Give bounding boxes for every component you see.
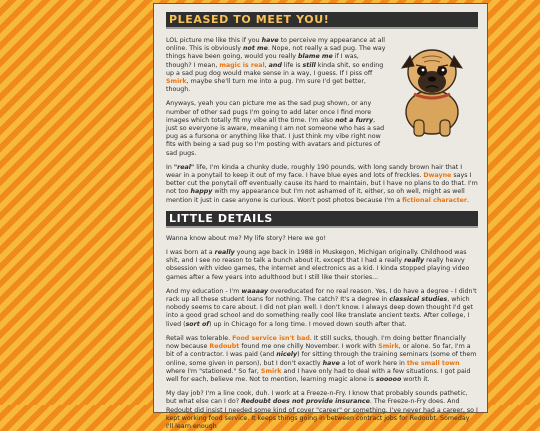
emphasis: blame me <box>297 53 333 61</box>
details-paragraph-3 <box>166 288 478 329</box>
emphasis: waaaay <box>241 287 269 295</box>
text: I was born at a <box>166 249 215 257</box>
emphasis: and <box>268 61 282 69</box>
emphasis: have <box>322 359 340 367</box>
text: ) up in Chicago for a long time. I moved down south after that. <box>209 320 407 328</box>
emphasis: classical studies <box>389 296 448 304</box>
emphasis: not me <box>243 45 268 53</box>
character-link-smirk[interactable]: Smirk <box>166 78 187 86</box>
intro-paragraph-2 <box>166 100 386 157</box>
text: a lot of work here in <box>339 359 407 367</box>
text: . Nope, not really a sad pug. The way things have been going, would you really <box>166 45 386 61</box>
text: LOL picture me like this if you <box>166 37 262 44</box>
emphasis: really <box>214 249 235 257</box>
text: where I'm "stationed." So far, <box>166 367 261 375</box>
text: Retail was tolerable. <box>166 334 233 342</box>
text: overeducated for no real reason. Yes, I do have a degree - I didn't rack up all these student loans for nothing. The catch? It's a degree in <box>166 287 477 304</box>
emphasis: sooooo <box>375 375 402 383</box>
content-panel <box>153 3 488 430</box>
sad-pug-image <box>390 38 474 138</box>
text: In <box>166 163 174 171</box>
text: worth it. <box>401 375 430 383</box>
details-paragraph-5 <box>166 390 478 431</box>
emphasis: Redoubt does not provide insurance <box>241 398 370 406</box>
details-section <box>166 235 478 431</box>
section-heading-little-details: LITTLE DETAILS <box>166 211 478 228</box>
details-paragraph-2 <box>166 249 478 282</box>
character-link-dwayne[interactable]: Dwayne <box>423 172 452 180</box>
emphasis: really <box>404 257 425 265</box>
emphasis: nicely <box>276 351 298 359</box>
emphasis: sort of <box>185 320 210 328</box>
text: , which nobody seems to care about. I did not plan well. I don't know. I always deep down thought I'd get into a good grad school and do something really cool like translate ancient texts. After college, I lived ( <box>166 296 473 328</box>
location-link-small-town[interactable]: the small town <box>406 359 460 367</box>
text: life, I'm kinda a chunky dude, roughly 190 pounds, with long sandy brown hair that I wear in a ponytail to keep it out of my face. I have blue eyes and lots of freckles. <box>166 163 463 180</box>
text: , <box>264 61 269 69</box>
text: says I better cut the ponytail off eventually cause its hard to maintain, but I have no plans to do that. I'm not too <box>166 172 478 196</box>
emphasis: happy <box>190 188 213 196</box>
details-paragraph-1: Wanna know about me? My life story? Here we go! <box>166 234 327 242</box>
text: really heavy obsession with video games, the internet and electronics as a kid. I kinda stopped playing video games after a few years into adulthood but I still like their stories... <box>166 257 470 281</box>
text: , or alone. So far, I'm a bit of a contractor. I was paid (and <box>166 343 471 359</box>
section-heading-pleased-to-meet-you: PLEASED TO MEET YOU! <box>166 12 478 29</box>
text: , just so everyone is aware, meaning I am not someone who has a sad pug as a fursona or anything like that. I just think my vibe right now fits with being a sad pug so I'm posting with avatars and pictures of sad pugs. <box>166 116 385 157</box>
intro-paragraph-3 <box>166 164 478 205</box>
text: and I have only had to deal with a few situations. I got paid well for each, believe me. Not to mention, learning magic alone is <box>166 367 471 383</box>
emphasis: not a furry <box>335 116 374 124</box>
text: ) for sitting through the training seminars (some of them online, some given in person), but I don't exactly <box>166 351 477 367</box>
highlight: magic is real <box>219 61 265 69</box>
character-link-smirk[interactable]: Smirk <box>260 367 282 375</box>
emphasis: have <box>261 37 279 44</box>
text: , maybe she'll turn me into a pug. I'm sure I'd get better, though. <box>166 78 366 94</box>
emphasis: still <box>302 61 316 69</box>
details-paragraph-4 <box>166 335 478 384</box>
text: if I was, though? I mean, <box>166 53 359 69</box>
intro-paragraph-1 <box>166 37 386 94</box>
intro-section <box>166 37 478 205</box>
organization-link-redoubt[interactable]: Redoubt <box>209 343 240 351</box>
text: Anyways, yeah you can picture me as the sad pug shown, or any number of other sad pugs I'm going to add later once I find more images which totally fit my vibe all the time. I'm also <box>166 100 372 124</box>
text: . It still sucks, though. I'm doing better financially now because <box>166 334 466 351</box>
highlight: Food service isn't bad <box>232 334 310 342</box>
text: And my education - I'm <box>166 287 242 295</box>
text: to perceive my appearance at all online. This is obviously <box>166 37 385 53</box>
text: young age back in 1988 in Muskegon, Michigan originally. Childhood was shit, and I see no reason to talk a bunch about it, except that I had a really <box>166 249 467 265</box>
text: My day job? I'm a line cook, duh. I work at a Freeze-n-Fry. I know that probably sounds pathetic, but what else can I do? <box>166 390 468 406</box>
text: life is <box>281 61 303 69</box>
character-link-smirk[interactable]: Smirk <box>378 343 399 351</box>
text: kinda shit, so ending up a sad pug dog would make sense in a way, I guess. If I piss off <box>166 61 384 77</box>
fictional-character-link[interactable]: fictional character <box>402 196 468 204</box>
emphasis: "real" <box>173 163 195 171</box>
text: with my appearance but I'm not ashamed of it, either, so oh well, might as well mention it just in case anyone is curious. Won't post photos because I'm a <box>166 188 465 204</box>
text: found me one chilly November. I work with <box>239 343 379 351</box>
text: . The Freeze-n-Fry does. And Redoubt did insist I needed some kind of cover "career" or something. I've never had a career, so I kept working food service. It keeps things going in between contract jobs for Redoubt. Someday I'll learn enough <box>166 398 478 430</box>
text: . <box>467 196 470 204</box>
